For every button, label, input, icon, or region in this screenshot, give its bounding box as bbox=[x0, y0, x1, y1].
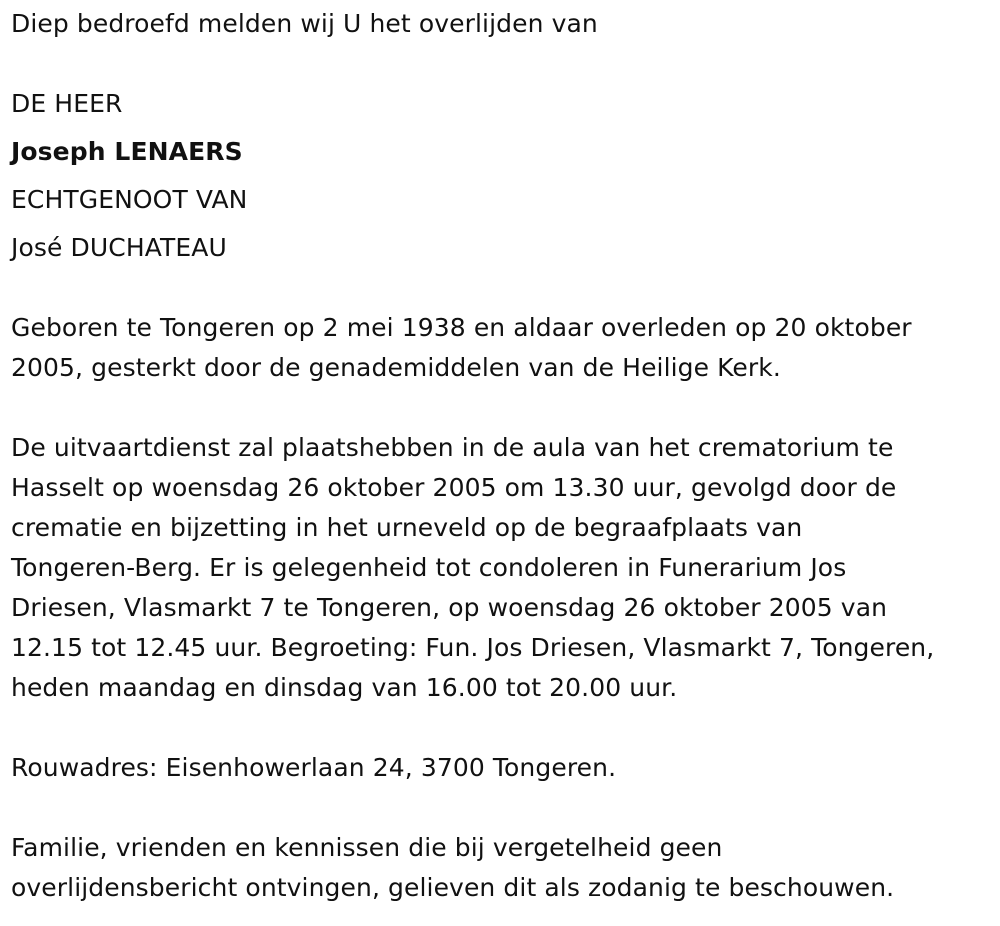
funeral-line-6: 12.15 tot 12.45 uur. Begroeting: Fun. Jos Driesen, Vlasmarkt 7, Tongeren, bbox=[11, 633, 935, 662]
closing-line-2: overlijdensbericht ontvingen, gelieven dit als zodanig te beschouwen. bbox=[11, 873, 895, 902]
funeral-line-7: heden maandag en dinsdag van 16.00 tot 20.00 uur. bbox=[11, 673, 678, 702]
deceased-name: Joseph LENAERS bbox=[11, 137, 243, 166]
closing-line-1: Familie, vrienden en kennissen die bij vergetelheid geen bbox=[11, 833, 723, 862]
funeral-line-2: Hasselt op woensdag 26 oktober 2005 om 13.30 uur, gevolgd door de bbox=[11, 473, 897, 502]
address-text: Rouwadres: Eisenhowerlaan 24, 3700 Tongeren. bbox=[11, 753, 617, 782]
funeral-line-3: crematie en bijzetting in het urneveld op de begraafplaats van bbox=[11, 513, 803, 542]
title-text: DE HEER bbox=[11, 89, 123, 118]
relation-text: ECHTGENOOT VAN bbox=[11, 185, 248, 214]
birth-death-line-1: Geboren te Tongeren op 2 mei 1938 en aldaar overleden op 20 oktober bbox=[11, 313, 912, 342]
funeral-line-1: De uitvaartdienst zal plaatshebben in de aula van het crematorium te bbox=[11, 433, 894, 462]
intro-text: Diep bedroefd melden wij U het overlijden van bbox=[11, 9, 598, 38]
funeral-line-5: Driesen, Vlasmarkt 7 te Tongeren, op woensdag 26 oktober 2005 van bbox=[11, 593, 888, 622]
funeral-line-4: Tongeren-Berg. Er is gelegenheid tot condoleren in Funerarium Jos bbox=[11, 553, 847, 582]
spouse-name: José DUCHATEAU bbox=[11, 233, 227, 262]
birth-death-line-2: 2005, gesterkt door de genademiddelen van de Heilige Kerk. bbox=[11, 353, 781, 382]
